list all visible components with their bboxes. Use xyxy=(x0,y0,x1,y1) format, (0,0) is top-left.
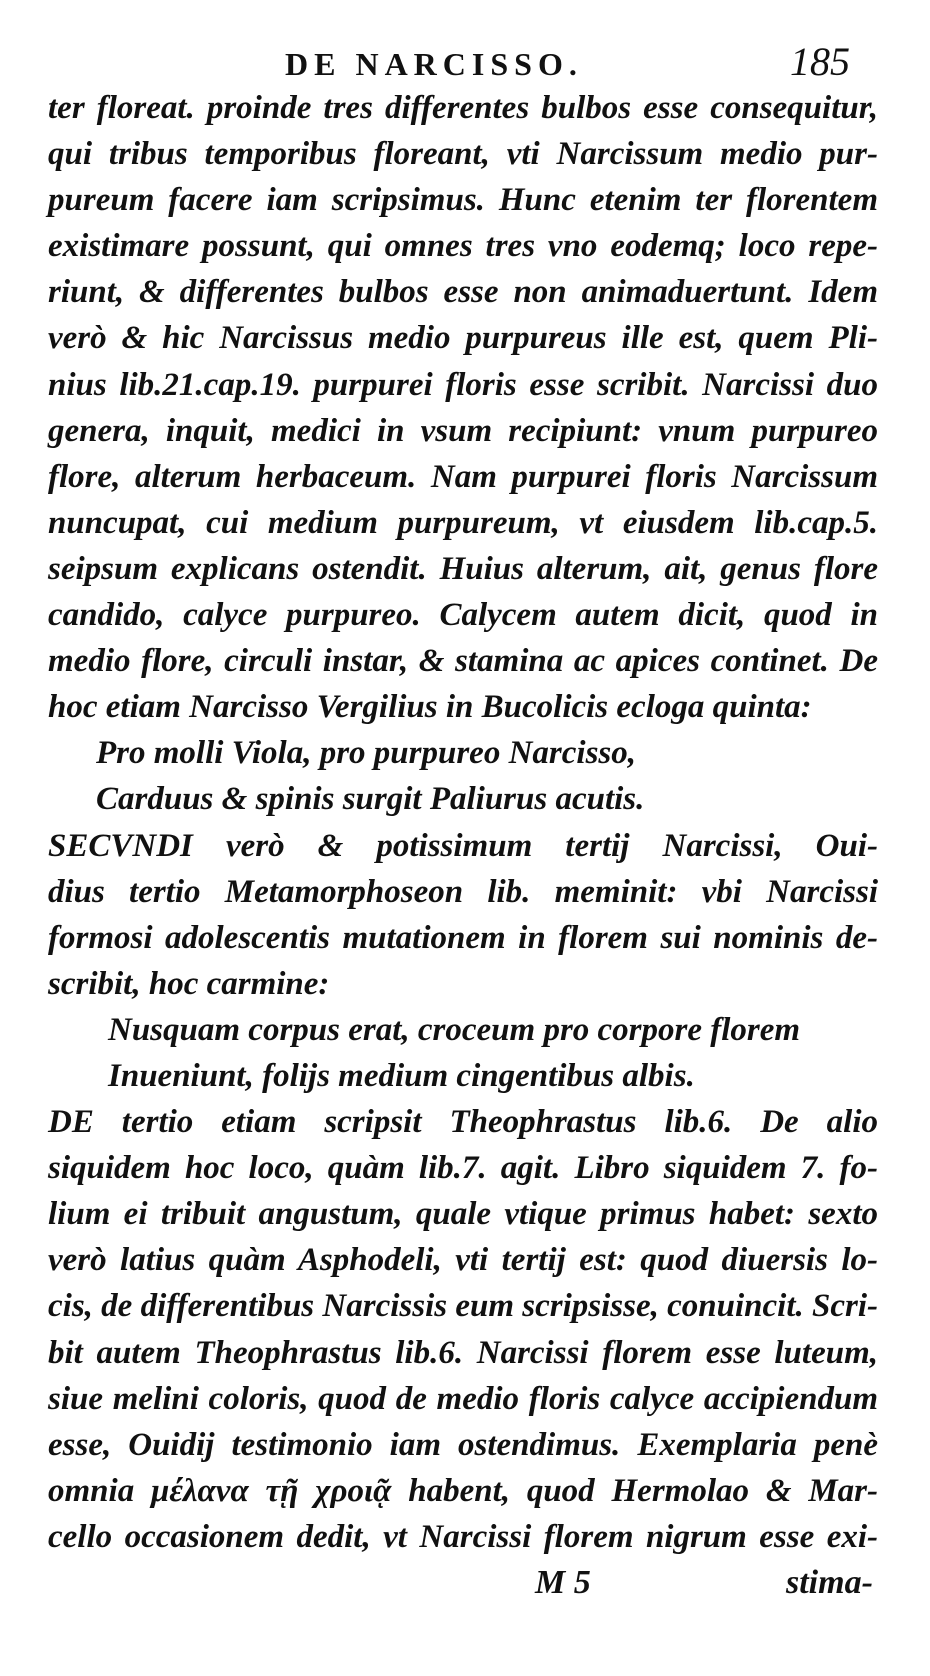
text-line: cis, de differentibus Narcissis eum scripsisse, conuincit. Scri- xyxy=(48,1288,878,1325)
text-line: genera, inquit, medici in vsum recipiunt: vnum purpureo xyxy=(48,412,878,449)
text-line: pureum facere iam scripsimus. Hunc etenim ter florentem xyxy=(48,182,878,219)
text-line: verò latius quàm Asphodeli, vti tertij est: quod diuersis lo- xyxy=(48,1242,878,1279)
text-line: bit autem Theophrastus lib.6. Narcissi florem esse luteum, xyxy=(48,1334,878,1371)
text-line: formosi adolescentis mutationem in florem sui nominis de- xyxy=(48,919,878,956)
verse-line: Nusquam corpus erat, croceum pro corpore florem xyxy=(108,1011,801,1048)
text-line: nius lib.21.cap.19. purpurei floris esse scribit. Narcissi duo xyxy=(48,366,878,403)
verse-line: Pro molli Viola, pro purpureo Narcisso, xyxy=(96,735,637,772)
text-line: medio flore, circuli instar, & stamina ac apices continet. De xyxy=(48,643,878,680)
text-line: verò & hic Narcissus medio purpureus ille est, quem Pli- xyxy=(48,320,878,357)
body-text xyxy=(48,85,878,1560)
text-line: existimare possunt, qui omnes tres vno eodemq; loco repe- xyxy=(48,228,878,265)
text-line: hoc etiam Narcisso Vergilius in Bucolicis ecloga quinta: xyxy=(48,689,812,726)
text-line: scribit, hoc carmine: xyxy=(48,965,330,1002)
text-line: ter floreat. proinde tres differentes bulbos esse consequitur, xyxy=(48,90,878,126)
page-footer xyxy=(0,1564,930,1624)
text-line: candido, calyce purpureo. Calycem autem dicit, quod in xyxy=(48,597,878,634)
text-line: omnia μέλανα τῇ χροιᾷ habent, quod Hermolao & Mar- xyxy=(48,1472,878,1509)
page-number: 185 xyxy=(790,39,850,84)
running-head xyxy=(0,38,930,88)
catchword: stima- xyxy=(786,1564,873,1601)
text-line: riunt, & differentes bulbos esse non animaduertunt. Idem xyxy=(48,274,878,311)
text-line: seipsum explicans ostendit. Huius alterum, ait, genus flore xyxy=(48,550,878,587)
running-title: DE NARCISSO. xyxy=(285,46,583,82)
text-line: SECVNDI verò & potissimum tertij Narcissi, Oui- xyxy=(48,827,878,864)
text-line: siue melini coloris, quod de medio floris calyce accipiendum xyxy=(48,1380,878,1417)
verse-line: Carduus & spinis surgit Paliurus acutis. xyxy=(96,781,645,818)
text-line: flore, alterum herbaceum. Nam purpurei floris Narcissum xyxy=(48,458,878,495)
text-line: nuncupat, cui medium purpureum, vt eiusdem lib.cap.5. xyxy=(48,504,878,541)
text-line: dius tertio Metamorphoseon lib. meminit: vbi Narcissi xyxy=(48,873,878,910)
text-line: DE tertio etiam scripsit Theophrastus lib.6. De alio xyxy=(48,1104,878,1141)
text-line: esse, Ouidij testimonio iam ostendimus. Exemplaria penè xyxy=(48,1426,878,1463)
text-line: siquidem hoc loco, quàm lib.7. agit. Libro siquidem 7. fo- xyxy=(48,1150,878,1187)
text-line: lium ei tribuit angustum, quale vtique primus habet: sexto xyxy=(48,1196,878,1233)
verse-line: Inueniunt, folijs medium cingentibus albis. xyxy=(108,1057,695,1094)
text-line: qui tribus temporibus floreant, vti Narcissum medio pur- xyxy=(48,136,878,173)
text-line: cello occasionem dedit, vt Narcissi florem nigrum esse exi- xyxy=(48,1518,878,1555)
signature-mark: M 5 xyxy=(535,1564,591,1601)
